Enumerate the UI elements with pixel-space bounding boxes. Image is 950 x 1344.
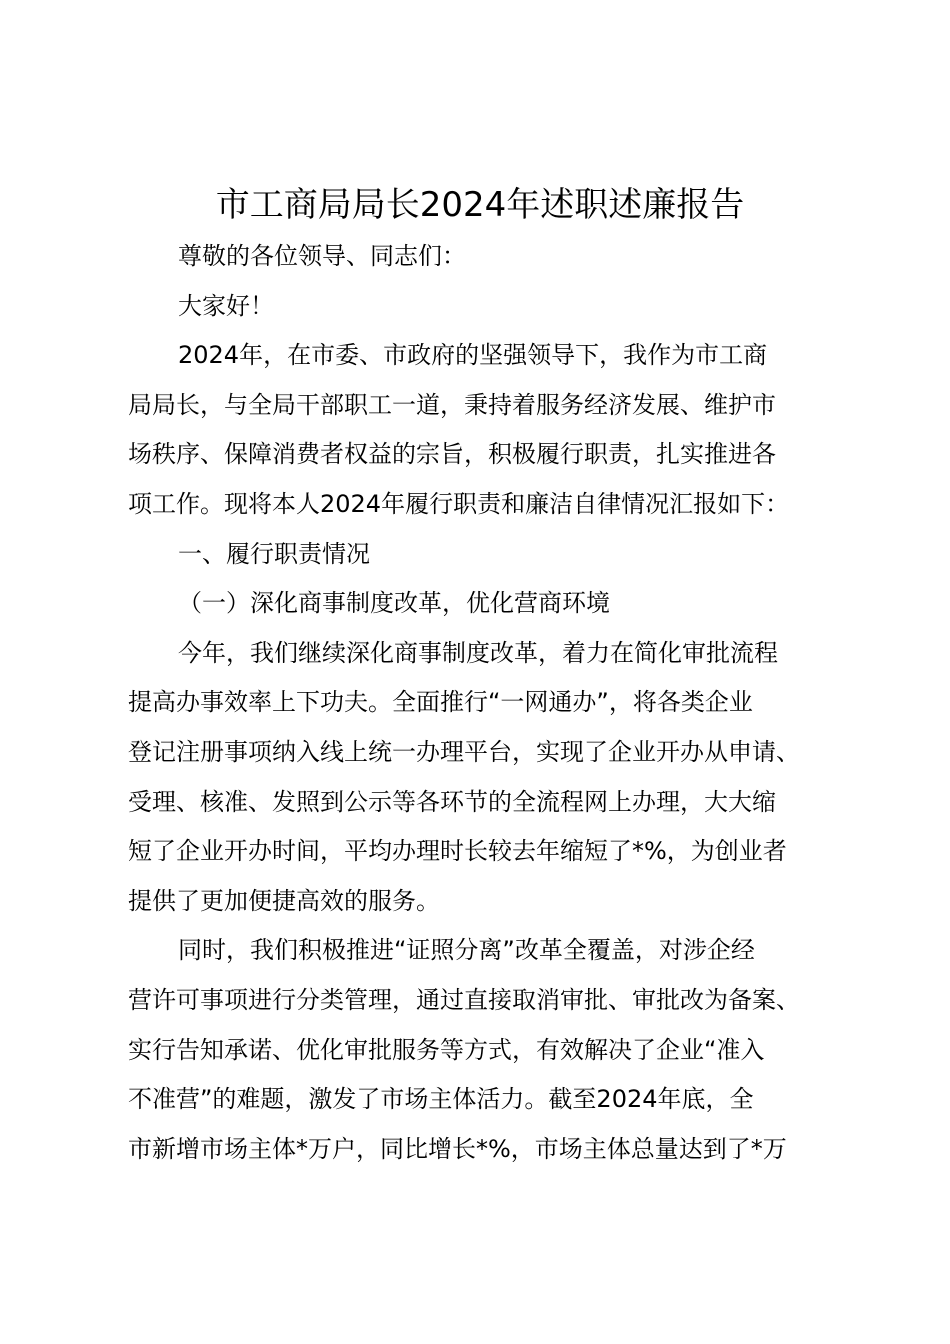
- salutation-line: 尊敬的各位领导、同志们：: [178, 242, 466, 270]
- paragraph-line: 提供了更加便捷高效的服务。: [128, 886, 440, 915]
- paragraph-line: 2024年，在市委、市政府的坚强领导下，我作为市工商: [178, 341, 768, 370]
- paragraph-line: 提高办事效率上下功夫。全面推行“一网通办”，将各类企业: [128, 688, 753, 717]
- paragraph-line: 项工作。现将本人2024年履行职责和廉洁自律情况汇报如下：: [128, 489, 790, 518]
- subsection-heading: （一）深化商事制度改革，优化营商环境: [178, 589, 610, 618]
- paragraph-line: 局局长，与全局干部职工一道，秉持着服务经济发展、维护市: [128, 390, 776, 419]
- section-heading: 一、履行职责情况: [178, 539, 370, 568]
- paragraph-line: 营许可事项进行分类管理，通过直接取消审批、审批改为备案、: [128, 985, 800, 1014]
- paragraph-line: 市新增市场主体*万户，同比增长*%，市场主体总量达到了*万: [128, 1134, 787, 1163]
- paragraph-line: 不准营”的难题，激发了市场主体活力。截至2024年底，全: [128, 1085, 754, 1114]
- paragraph-line: 同时，我们积极推进“证照分离”改革全覆盖，对涉企经: [178, 936, 755, 965]
- document-title: 市工商局局长2024年述职述廉报告: [215, 185, 745, 225]
- paragraph-line: 短了企业开办时间，平均办理时长较去年缩短了*%，为创业者: [128, 837, 787, 866]
- paragraph-line: 受理、核准、发照到公示等各环节的全流程网上办理，大大缩: [128, 787, 776, 816]
- paragraph-line: 实行告知承诺、优化审批服务等方式，有效解决了企业“准入: [128, 1035, 765, 1064]
- paragraph-line: 登记注册事项纳入线上统一办理平台，实现了企业开办从申请、: [128, 737, 800, 766]
- document-body: [128, 232, 840, 1174]
- paragraph-line: 场秩序、保障消费者权益的宗旨，积极履行职责，扎实推进各: [128, 440, 776, 469]
- paragraph-line: 今年，我们继续深化商事制度改革，着力在简化审批流程: [178, 638, 778, 667]
- greeting-line: 大家好！: [178, 291, 274, 320]
